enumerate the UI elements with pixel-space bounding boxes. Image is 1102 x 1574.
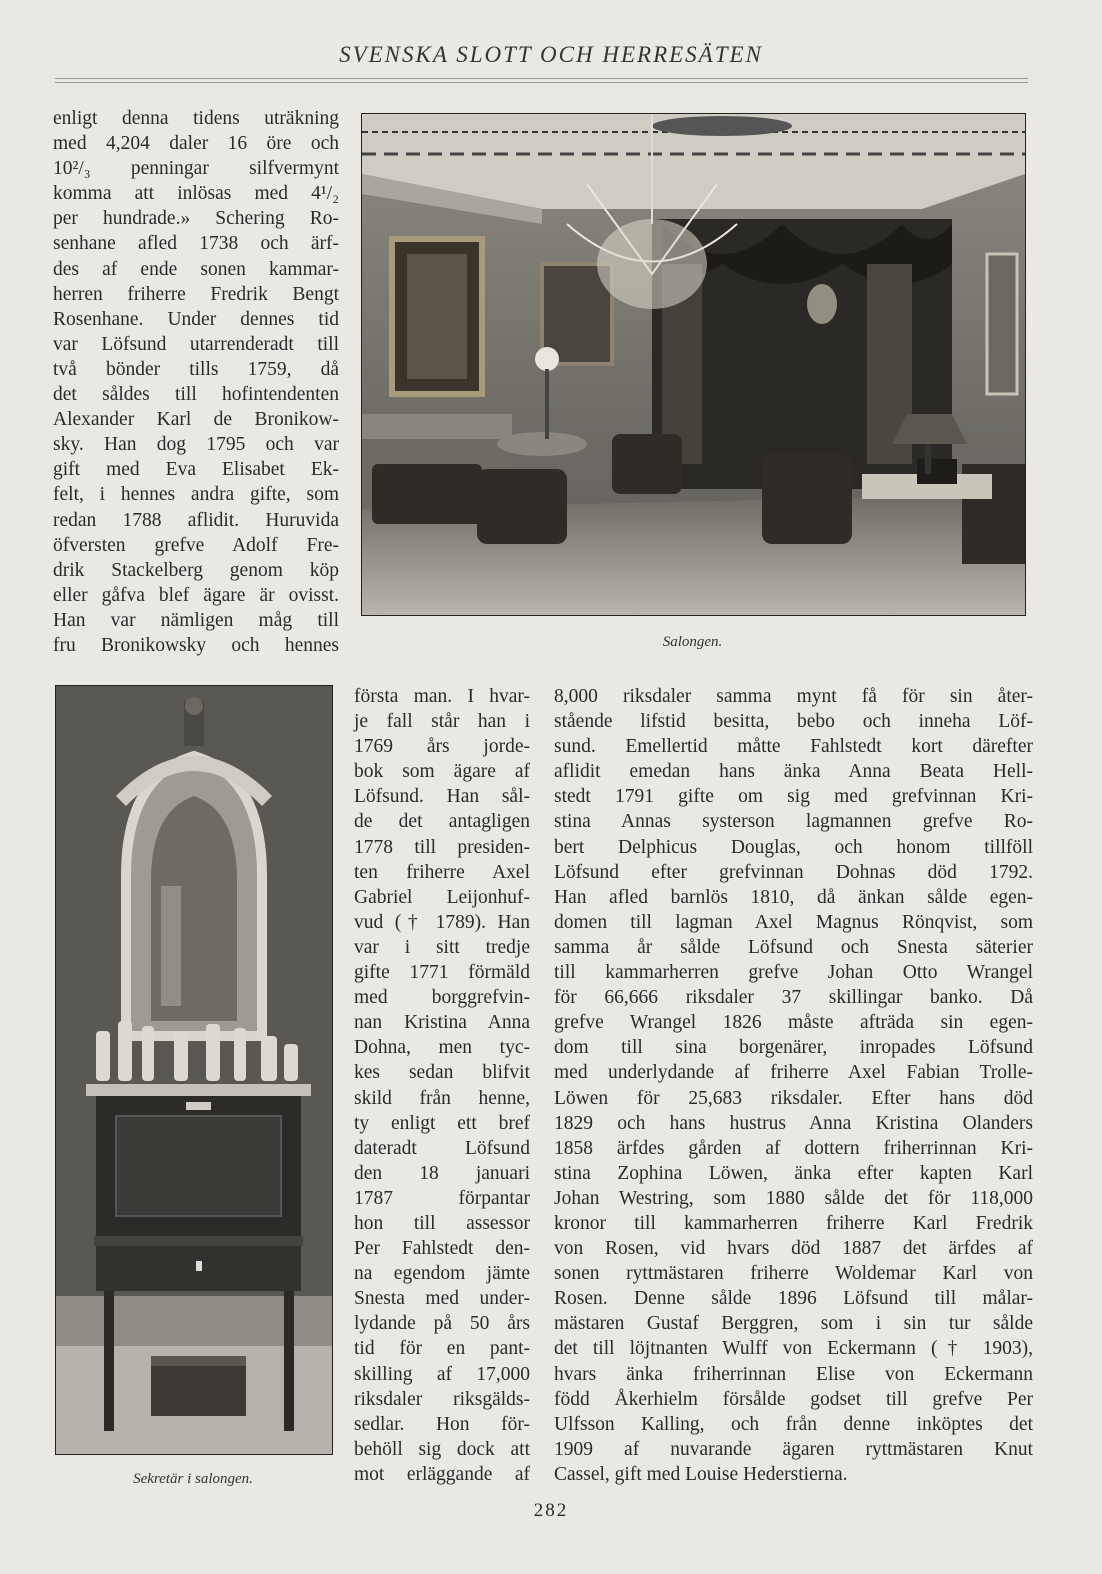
text-line: född Åkerhielm försålde godset till grefve Per xyxy=(554,1388,1033,1410)
text-line: nan Kristina Anna xyxy=(354,1012,530,1034)
text-line: de det antagligen xyxy=(354,811,530,833)
text-line: komma att inlösas med 4¹/₂ xyxy=(53,183,339,205)
text-line: Rosenhane. Under dennes tid xyxy=(53,308,339,330)
header-rule-top xyxy=(55,78,1028,79)
text-line: enligt denna tidens uträkning xyxy=(53,108,339,129)
text-line: hvars änka friherrinnan Elise von Eckermann xyxy=(554,1363,1033,1385)
text-line: med borggrefvin- xyxy=(354,987,530,1009)
text-line: behöll sig dock att xyxy=(354,1438,530,1460)
text-line: von Rosen, vid hvars död 1887 det ärfdes af xyxy=(554,1238,1033,1260)
text-line: sonen ryttmästaren friherre Woldemar Karl von xyxy=(554,1263,1033,1285)
text-line: drik Stackelberg genom köp xyxy=(53,559,339,581)
text-line: 1829 och hans hustrus Anna Kristina Olanders xyxy=(554,1112,1033,1134)
text-line: samma år sålde Löfsund och Snesta säterier xyxy=(554,936,1033,958)
page-number: 282 xyxy=(533,1500,569,1521)
text-line: dateradt Löfsund xyxy=(354,1137,530,1159)
text-line: Johan Westring, som 1880 sålde det för 118,000 xyxy=(554,1187,1033,1209)
salon-photo-caption: Salongen. xyxy=(662,634,723,650)
text-line: sky. Han dog 1795 och var xyxy=(53,434,339,456)
salon-photo-illustration xyxy=(362,114,1025,615)
text-line: fru Bronikowsky och hennes xyxy=(53,634,339,656)
text-line: domen till lagman Axel Magnus Rönqvist, som xyxy=(554,911,1033,933)
text-line: till kammarherren grefve Johan Otto Wrangel xyxy=(554,962,1033,984)
text-line: Han var nämligen måg till xyxy=(53,609,339,631)
text-line: Per Fahlstedt den- xyxy=(354,1238,530,1260)
text-line: öfversten grefve Adolf Fre- xyxy=(53,534,339,556)
text-line: den 18 januari xyxy=(354,1162,530,1184)
text-line: Cassel, gift med Louise Hederstierna. xyxy=(554,1463,848,1485)
text-line: Löfsund. Han sål- xyxy=(354,786,530,808)
text-line: ty enligt ett bref xyxy=(354,1112,530,1134)
text-line: eller gåfva blef ägare är ovisst. xyxy=(53,584,339,606)
text-line: 1769 års jorde- xyxy=(354,736,530,758)
text-line: des af ende sonen kammar- xyxy=(53,258,339,280)
text-line: sund. Emellertid måtte Fahlstedt kort därefter xyxy=(554,736,1033,758)
text-line: Gabriel Leijonhuf- xyxy=(354,886,530,908)
text-line: senhane afled 1738 och ärf- xyxy=(53,233,339,255)
text-line: var i sitt tredje xyxy=(354,936,530,958)
text-line: Löfsund efter grefvinnan Dohnas död 1792. xyxy=(554,861,1033,883)
text-line: det såldes till hofintendenten xyxy=(53,384,339,406)
text-line: gift med Eva Elisabet Ek- xyxy=(53,459,339,481)
text-line: 8,000 riksdaler samma mynt få för sin åter- xyxy=(554,686,1033,707)
text-line: mot erläggande af xyxy=(354,1463,530,1485)
text-line: Löwen för 25,683 riksdaler. Efter hans död xyxy=(554,1087,1033,1109)
text-line: med 4,204 daler 16 öre och xyxy=(53,133,339,155)
text-line: det till löjtnanten Wulff von Eckermann († 1903), xyxy=(554,1338,1033,1360)
text-line: Han afled barnlös 1810, då änkan sålde egen- xyxy=(554,886,1033,908)
text-line: 1858 ärfdes gården af dottern friherrinnan Kri- xyxy=(554,1137,1033,1159)
text-line: 1787 förpantar xyxy=(354,1187,530,1209)
text-line: felt, i hennes andra gifte, som xyxy=(53,484,339,506)
text-line: mästaren Gustaf Berggren, som i sin tur sålde xyxy=(554,1313,1033,1335)
text-line: skilling af 17,000 xyxy=(354,1363,530,1385)
text-line: na egendom jämte xyxy=(354,1263,530,1285)
text-line: Dohna, men tyc- xyxy=(354,1037,530,1059)
text-line: kronor till kammarherren friherre Karl Fredrik xyxy=(554,1212,1033,1234)
text-line: Snesta med under- xyxy=(354,1288,530,1310)
text-line: redan 1788 aflidit. Huruvida xyxy=(53,509,339,531)
text-line: stående lifstid besitta, bebo och inneha Löf- xyxy=(554,711,1033,733)
secretary-photo-caption: Sekretär i salongen. xyxy=(133,1471,253,1487)
text-line: stina Annas systerson lagmannen grefve Ro- xyxy=(554,811,1033,833)
text-line: ten friherre Axel xyxy=(354,861,530,883)
running-title: SVENSKA SLOTT OCH HERRESÄTEN xyxy=(339,42,763,67)
secretary-photo-illustration xyxy=(56,686,332,1454)
text-line: skild från henne, xyxy=(354,1087,530,1109)
text-line: vud († 1789). Han xyxy=(354,911,530,933)
text-line: per hundrade.» Schering Ro- xyxy=(53,208,339,230)
text-line: gifte 1771 förmäld xyxy=(354,962,530,984)
text-line: för 66,666 riksdaler 37 skillingar banko. Då xyxy=(554,987,1033,1009)
text-line: bert Delphicus Douglas, och honom tillföll xyxy=(554,836,1033,858)
text-line: tid för en pant- xyxy=(354,1338,530,1360)
text-line: 10²/₃ penningar silfvermynt xyxy=(53,158,339,180)
text-line: lydande på 50 års xyxy=(354,1313,530,1335)
salon-photo xyxy=(361,113,1026,616)
text-line: Ulfsson Kalling, och från denne inköptes det xyxy=(554,1413,1033,1435)
text-line: aflidit emedan hans änka Anna Beata Hell- xyxy=(554,761,1033,783)
text-line: herren friherre Fredrik Bengt xyxy=(53,283,339,305)
secretary-photo xyxy=(55,685,333,1455)
text-line: hon till assessor xyxy=(354,1212,530,1234)
text-line: med underlydande af friherre Axel Fabian Trolle- xyxy=(554,1062,1033,1084)
text-line: kes sedan blifvit xyxy=(354,1062,530,1084)
text-column-top-left xyxy=(53,106,339,658)
text-line: stedt 1791 gifte om sig med grefvinnan Kri- xyxy=(554,786,1033,808)
text-line: dom till sina borgenärer, inropades Löfsund xyxy=(554,1037,1033,1059)
text-line: var Löfsund utarrenderadt till xyxy=(53,333,339,355)
text-line: 1909 af nuvarande ägaren ryttmästaren Knut xyxy=(554,1438,1033,1460)
text-line: första man. I hvar- xyxy=(354,686,530,707)
text-column-middle xyxy=(354,684,530,1487)
text-column-right xyxy=(554,684,1033,1487)
header-rule-bottom xyxy=(55,82,1028,83)
text-line: stina Zophina Löwen, änka efter kapten Karl xyxy=(554,1162,1033,1184)
text-line: Alexander Karl de Bronikow- xyxy=(53,409,339,431)
text-line: sedlar. Hon för- xyxy=(354,1413,530,1435)
text-line: grefve Wrangel 1826 måste afträda sin egen- xyxy=(554,1012,1033,1034)
text-line: två bönder tills 1759, då xyxy=(53,358,339,380)
text-line: je fall står han i xyxy=(354,711,530,733)
text-line: 1778 till presiden- xyxy=(354,836,530,858)
text-line: Rosen. Denne sålde 1896 Löfsund till målar- xyxy=(554,1288,1033,1310)
text-line: riksdaler riksgälds- xyxy=(354,1388,530,1410)
text-line: bok som ägare af xyxy=(354,761,530,783)
